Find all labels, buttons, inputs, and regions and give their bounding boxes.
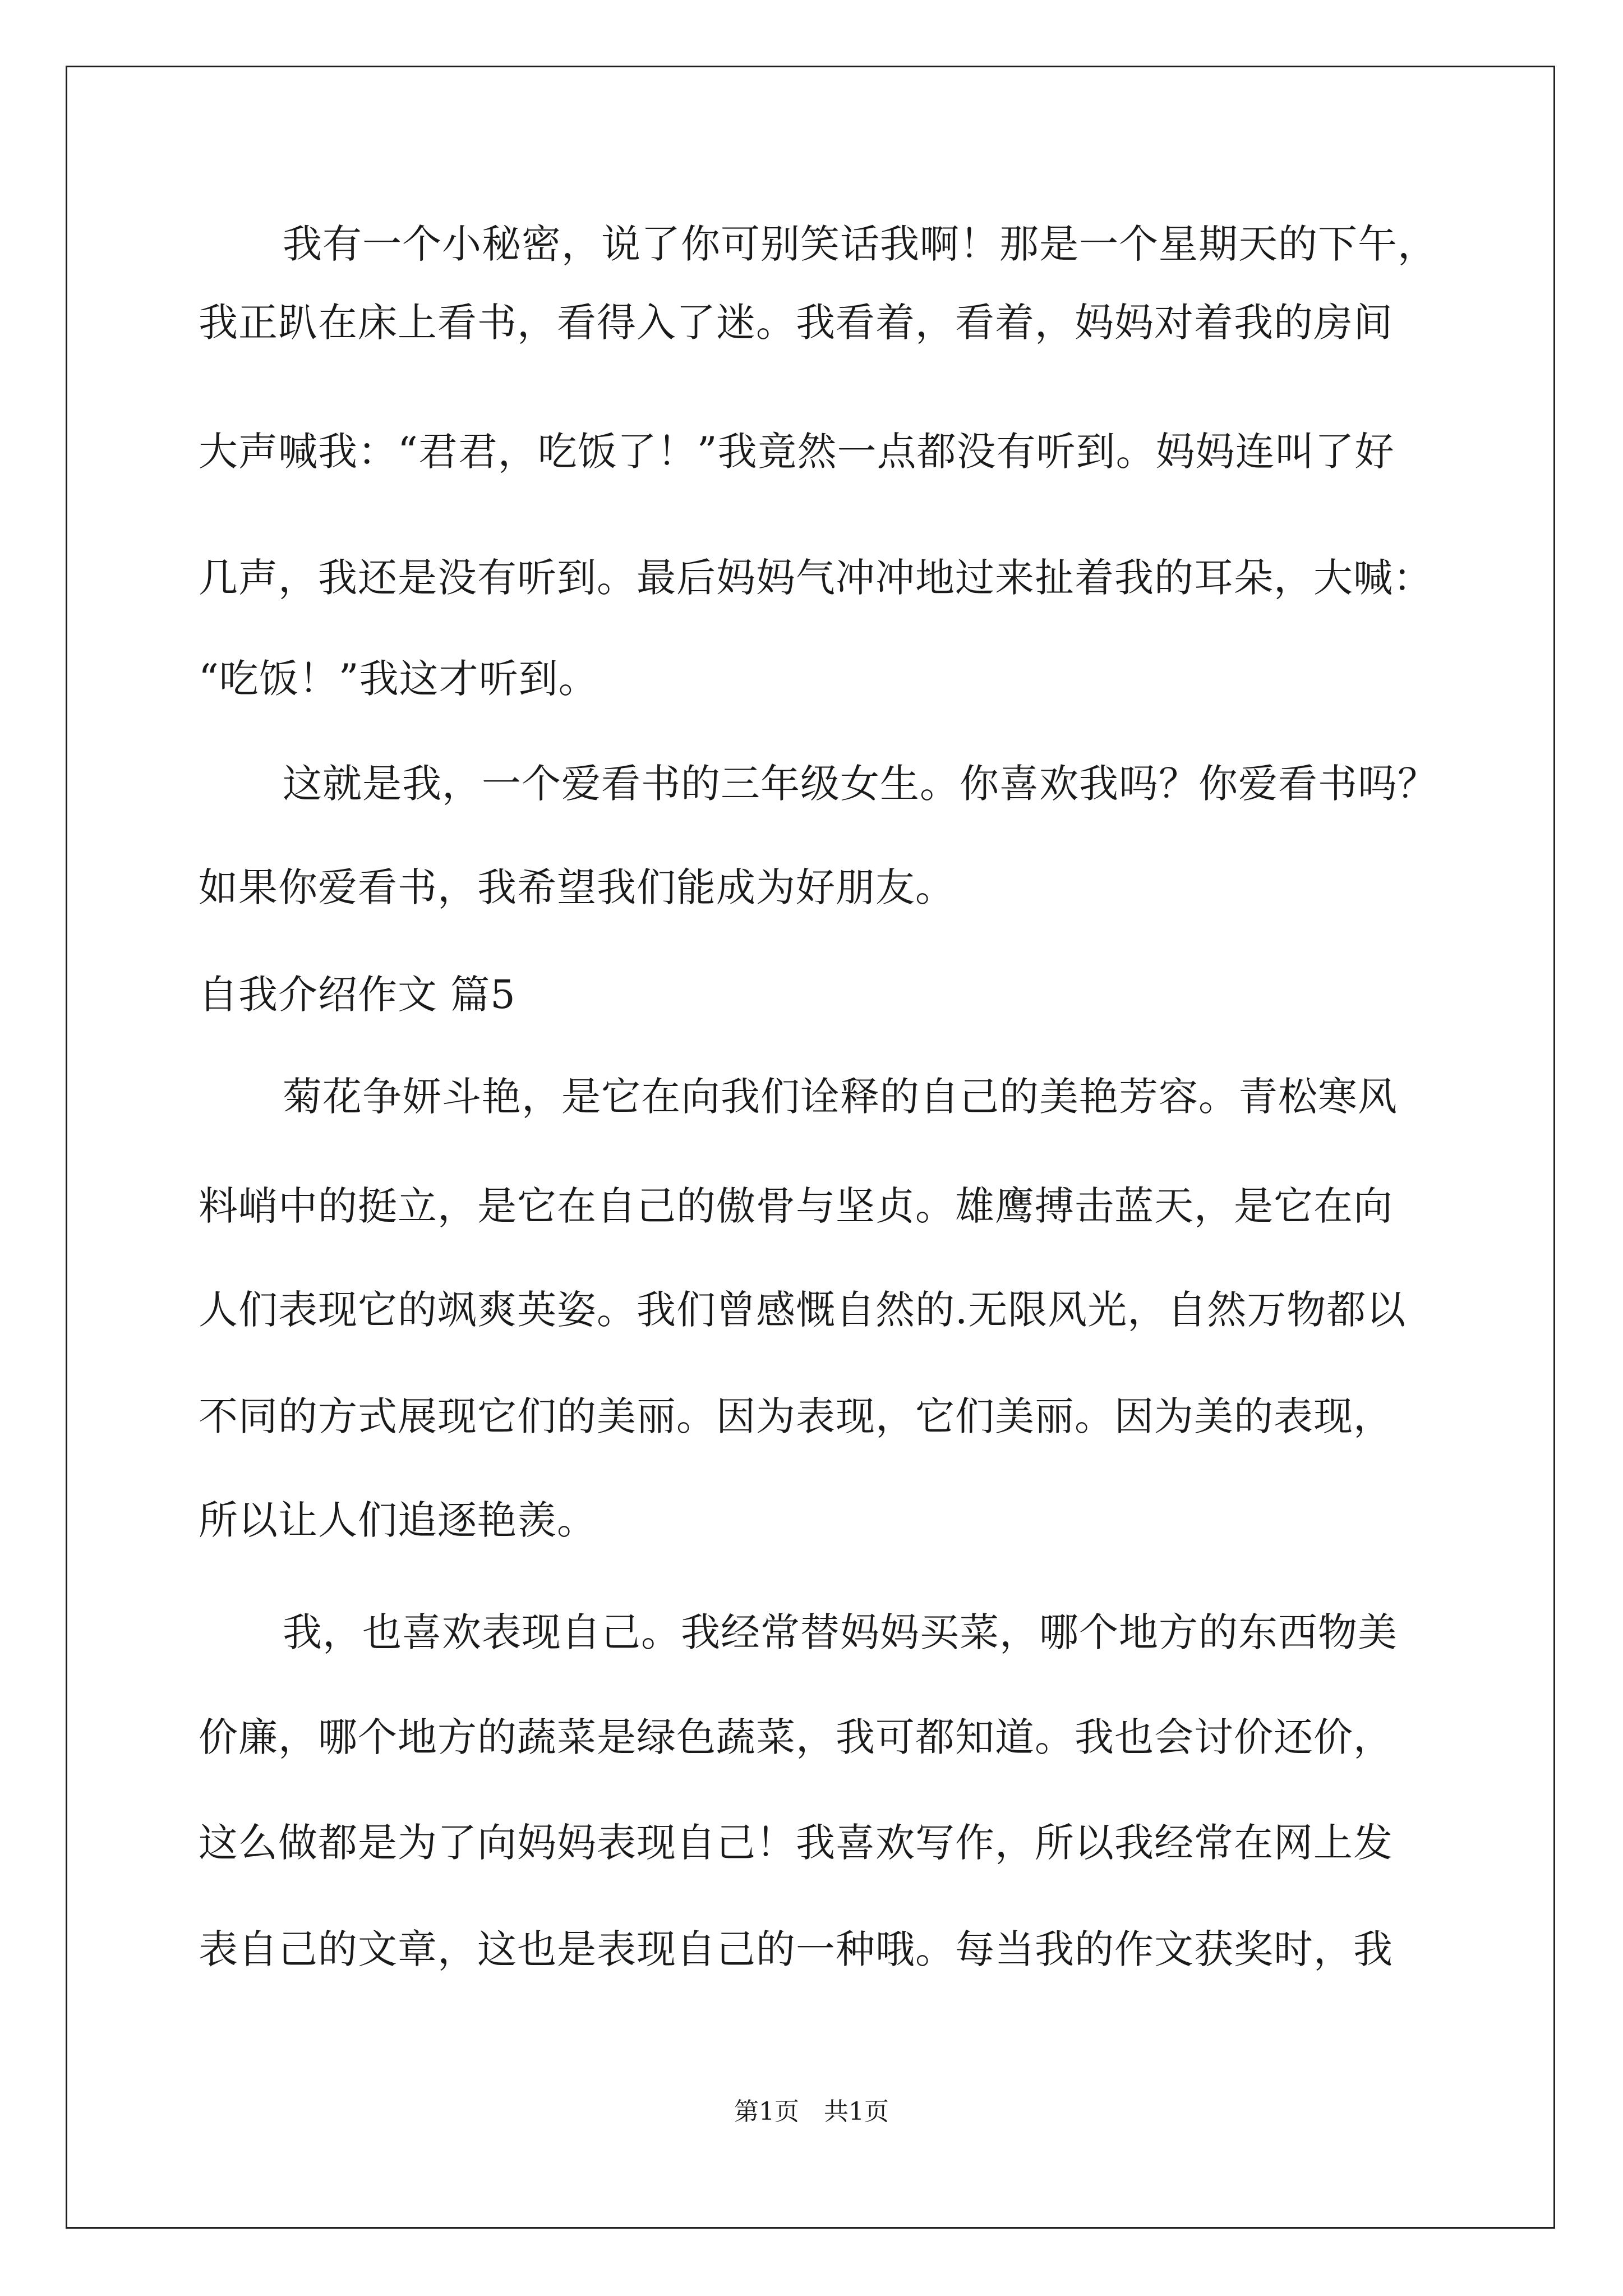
page-number: 第1页 [734,2097,799,2126]
paragraph-line: 这就是我，一个爱看书的三年级女生。你喜欢我吗？你爱看书吗？ [283,761,1437,807]
paragraph-line: 如果你爱看书，我希望我们能成为好朋友。 [199,864,955,910]
page-footer [0,2095,1623,2129]
paragraph-line: 我，也喜欢表现自己。我经常替妈妈买菜，哪个地方的东西物美 [283,1609,1398,1655]
paragraph-line: 几声，我还是没有听到。最后妈妈气冲冲地过来扯着我的耳朵，大喊： [199,555,1433,601]
paragraph-line: 这么做都是为了向妈妈表现自己！我喜欢写作，所以我经常在网上发 [199,1820,1393,1866]
paragraph-line: 我正趴在床上看书，看得入了迷。我看着，看着，妈妈对着我的房间 [199,300,1393,346]
paragraph-line: 人们表现它的飒爽英姿。我们曾感慨自然的.无限风光，自然万物都以 [199,1287,1407,1333]
total-pages: 共1页 [824,2097,889,2126]
paragraph-line: 料峭中的挺立，是它在自己的傲骨与坚贞。雄鹰搏击蓝天，是它在向 [199,1183,1393,1229]
page-border [66,66,1555,2229]
paragraph-line: 大声喊我：“君君，吃饭了！”我竟然一点都没有听到。妈妈连叫了好 [199,429,1395,475]
paragraph-line: 我有一个小秘密，说了你可别笑话我啊！那是一个星期天的下午， [283,221,1437,267]
paragraph-line: 价廉，哪个地方的蔬菜是绿色蔬菜，我可都知道。我也会讨价还价， [199,1714,1393,1760]
paragraph-line: “吃饭！”我这才听到。 [199,656,598,702]
paragraph-line: 所以让人们追逐艳羡。 [199,1497,597,1543]
paragraph-line: 不同的方式展现它们的美丽。因为表现，它们美丽。因为美的表现， [199,1393,1393,1439]
paragraph-line: 表自己的文章，这也是表现自己的一种哦。每当我的作文获奖时，我 [199,1926,1393,1972]
section-heading: 自我介绍作文 篇5 [199,972,516,1018]
paragraph-line: 菊花争妍斗艳，是它在向我们诠释的自己的美艳芳容。青松寒风 [283,1074,1398,1120]
